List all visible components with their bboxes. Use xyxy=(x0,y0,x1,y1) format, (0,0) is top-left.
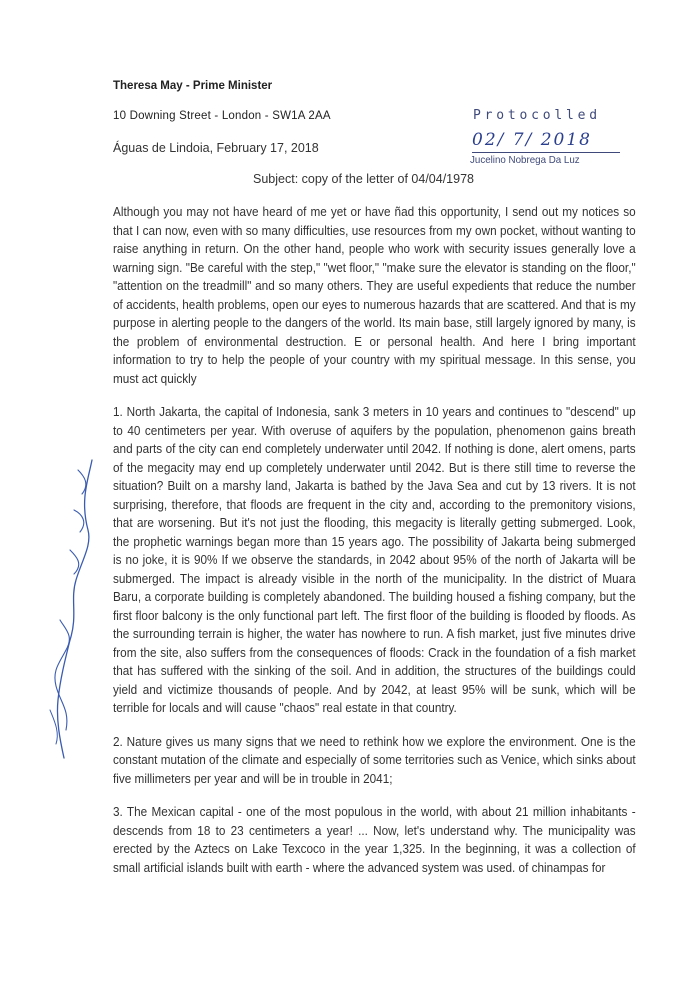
letter-body xyxy=(113,203,636,892)
subject-line: Subject: copy of the letter of 04/04/1978 xyxy=(253,172,474,186)
paragraph-jakarta: 1. North Jakarta, the capital of Indonesia, sank 3 meters in 10 years and continues to "descend" up to 40 centimeters per year. With overuse of aquifers by the population, phenomenon gains breath and parts of the city can end completely underwater until 2042. If nothing is done, alert omens, parts of the megacity may end up completely underwater until 2042. But is there still time to reverse the situation? Built on a marshy land, Jakarta is bathed by the Java Sea and cut by 13 rivers. It is not surprising, therefore, that floods are frequent in the city and, according to the premonitory visions, that are worsening. But it's not just the flooding, this megacity is literally getting submerged. Look, the prophetic warnings began more than 15 years ago. The possibility of Jakarta being submerged is no joke, it is 90% If we observe the standards, in 2042 about 95% of the north of Jakarta will be submerged. The impact is already visible in the north of the municipality. In the district of Muara Baru, a corporate building is completely abandoned. The building housed a fishing company, but the first floor balcony is the only functional part left. The first floor of the building is flooded by floods. As the surrounding terrain is higher, the water has nowhere to run. A fish market, just five minutes drive from the site, also suffers from the consequences of floods: Crack in the foundation of a fish market that has suffered with the sinking of the soil. And in addition, the structures of the buildings could yield and victimize thousands of people. And by 2042, at least 95% will be sunk, which will be terrible for locals and will cause "chaos" real estate in that country. xyxy=(113,405,636,715)
place-date: Águas de Lindoia, February 17, 2018 xyxy=(113,141,319,155)
paragraph-intro: Although you may not have heard of me yet or have ñad this opportunity, I send out my notices so that I can now, even with so many difficulties, use resources from my own pocket, without wanting to raise anything in return. On the other hand, people who work with security issues generally love a warning sign. "Be careful with the step," "wet floor," "make sure the elevator is standing on the floor," "attention on the treadmill" and so many others. They are useful expedients that reduce the number of accidents, health problems, open our eyes to numerous hazards that are scattered. And that is my purpose in alerting people to the dangers of the world. Its main base, still largely ignored by many, is the problem of environmental destruction. E or personal health. And here I bring important information to try to help the people of your country with my spiritual message. In this sense, you must act quickly xyxy=(113,205,636,386)
handwritten-signature xyxy=(30,440,130,770)
paragraph-mexico: 3. The Mexican capital - one of the most populous in the world, with about 21 million inhabitants - descends from 18 to 23 centimeters a year! ... Now, let's understand why. The municipality was erected by the Aztecs on Lake Texcoco in the year 1,325. In the beginning, it was a collection of small artificial islands built with earth - where the advanced system was used. of chinampas for xyxy=(113,805,636,875)
stamp-title: Protocolled xyxy=(473,108,601,123)
recipient-name: Theresa May - Prime Minister xyxy=(113,80,273,92)
stamp-date: 02/ 7/ 2018 xyxy=(472,130,592,150)
recipient-address: 10 Downing Street - London - SW1A 2AA xyxy=(113,110,331,122)
stamp-name: Jucelino Nobrega Da Luz xyxy=(470,154,580,166)
stamp-rule xyxy=(472,152,620,153)
protocol-stamp xyxy=(470,108,630,168)
paragraph-venice: 2. Nature gives us many signs that we need to rethink how we explore the environment. One is the constant mutation of the climate and especially of some territories such as Venice, which sinks about five millimeters per year and will be in trouble in 2041; xyxy=(113,734,636,786)
